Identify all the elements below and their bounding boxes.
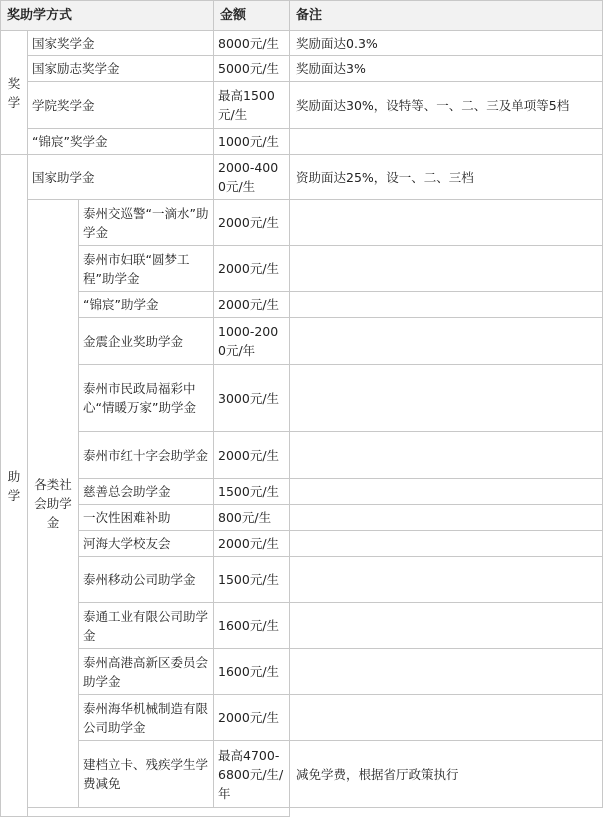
item-remark: 奖励面达30%，设特等、一、二、三及单项等5档 bbox=[290, 82, 603, 129]
item-name: 国家助学金 bbox=[28, 155, 214, 200]
item-name: 建档立卡、残疾学生学费减免 bbox=[79, 741, 214, 808]
table-row bbox=[1, 200, 603, 246]
item-amount: 2000-4000元/生 bbox=[214, 155, 290, 200]
item-remark bbox=[290, 432, 603, 479]
header-method: 奖助学方式 bbox=[1, 1, 214, 31]
table-row bbox=[1, 649, 603, 695]
item-remark: 资助面达25%，设一、二、三档 bbox=[290, 155, 603, 200]
item-remark: 奖励面达0.3% bbox=[290, 31, 603, 56]
item-amount: 2000元/生 bbox=[214, 292, 290, 318]
table-row bbox=[1, 603, 603, 649]
header-amount: 金额 bbox=[214, 1, 290, 31]
item-amount: 2000元/生 bbox=[214, 432, 290, 479]
item-remark bbox=[290, 246, 603, 292]
item-name: 泰州市妇联“圆梦工程”助学金 bbox=[79, 246, 214, 292]
item-amount: 1500元/生 bbox=[214, 479, 290, 505]
item-remark bbox=[290, 479, 603, 505]
item-amount: 最高4700-6800元/生/年 bbox=[214, 741, 290, 808]
table-row bbox=[1, 365, 603, 432]
table-row-partial bbox=[1, 808, 603, 817]
item-name: 泰州移动公司助学金 bbox=[79, 557, 214, 603]
table-row bbox=[1, 531, 603, 557]
item-remark bbox=[290, 200, 603, 246]
item-remark bbox=[290, 318, 603, 365]
item-amount: 1500元/生 bbox=[214, 557, 290, 603]
table-row bbox=[1, 246, 603, 292]
item-remark: 奖励面达3% bbox=[290, 56, 603, 82]
table-row bbox=[1, 557, 603, 603]
item-remark bbox=[290, 292, 603, 318]
empty-cell bbox=[28, 808, 290, 817]
table-row bbox=[1, 31, 603, 56]
table-row bbox=[1, 432, 603, 479]
item-amount: 2000元/生 bbox=[214, 695, 290, 741]
item-amount: 5000元/生 bbox=[214, 56, 290, 82]
item-name: 学院奖学金 bbox=[28, 82, 214, 129]
table-row bbox=[1, 695, 603, 741]
table-row bbox=[1, 129, 603, 155]
table-row bbox=[1, 155, 603, 200]
table-row bbox=[1, 292, 603, 318]
item-amount: 8000元/生 bbox=[214, 31, 290, 56]
item-amount: 3000元/生 bbox=[214, 365, 290, 432]
item-name: 一次性困难补助 bbox=[79, 505, 214, 531]
item-amount: 1600元/生 bbox=[214, 603, 290, 649]
item-remark bbox=[290, 649, 603, 695]
item-remark bbox=[290, 695, 603, 741]
table-row bbox=[1, 318, 603, 365]
item-name: 泰通工业有限公司助学金 bbox=[79, 603, 214, 649]
table-row bbox=[1, 741, 603, 808]
item-name: 慈善总会助学金 bbox=[79, 479, 214, 505]
item-remark bbox=[290, 365, 603, 432]
table-row bbox=[1, 505, 603, 531]
item-amount: 1000元/生 bbox=[214, 129, 290, 155]
item-amount: 2000元/生 bbox=[214, 531, 290, 557]
item-amount: 800元/生 bbox=[214, 505, 290, 531]
category-social-aid: 各类社会助学金 bbox=[28, 200, 79, 808]
header-remark: 备注 bbox=[290, 1, 603, 31]
item-name: 泰州市民政局福彩中心“情暖万家”助学金 bbox=[79, 365, 214, 432]
item-name: 河海大学校友会 bbox=[79, 531, 214, 557]
header-row bbox=[1, 1, 603, 31]
item-name: 国家奖学金 bbox=[28, 31, 214, 56]
item-remark bbox=[290, 129, 603, 155]
category-scholarship: 奖学 bbox=[1, 31, 28, 155]
item-remark: 减免学费，根据省厅政策执行 bbox=[290, 741, 603, 808]
item-name: 泰州交巡警“一滴水”助学金 bbox=[79, 200, 214, 246]
category-aid: 助学 bbox=[1, 155, 28, 817]
item-name: “锦宸”奖学金 bbox=[28, 129, 214, 155]
item-amount: 2000元/生 bbox=[214, 200, 290, 246]
item-name: “锦宸”助学金 bbox=[79, 292, 214, 318]
item-amount: 1000-2000元/年 bbox=[214, 318, 290, 365]
item-amount: 最高1500元/生 bbox=[214, 82, 290, 129]
item-amount: 2000元/生 bbox=[214, 246, 290, 292]
item-amount: 1600元/生 bbox=[214, 649, 290, 695]
table-row bbox=[1, 479, 603, 505]
item-remark bbox=[290, 505, 603, 531]
item-remark bbox=[290, 557, 603, 603]
item-name: 泰州市红十字会助学金 bbox=[79, 432, 214, 479]
item-remark bbox=[290, 531, 603, 557]
item-name: 国家励志奖学金 bbox=[28, 56, 214, 82]
item-name: 泰州海华机械制造有限公司助学金 bbox=[79, 695, 214, 741]
item-remark bbox=[290, 603, 603, 649]
item-name: 金震企业奖助学金 bbox=[79, 318, 214, 365]
item-name: 泰州高港高新区委员会助学金 bbox=[79, 649, 214, 695]
table-row bbox=[1, 56, 603, 82]
table-row bbox=[1, 82, 603, 129]
